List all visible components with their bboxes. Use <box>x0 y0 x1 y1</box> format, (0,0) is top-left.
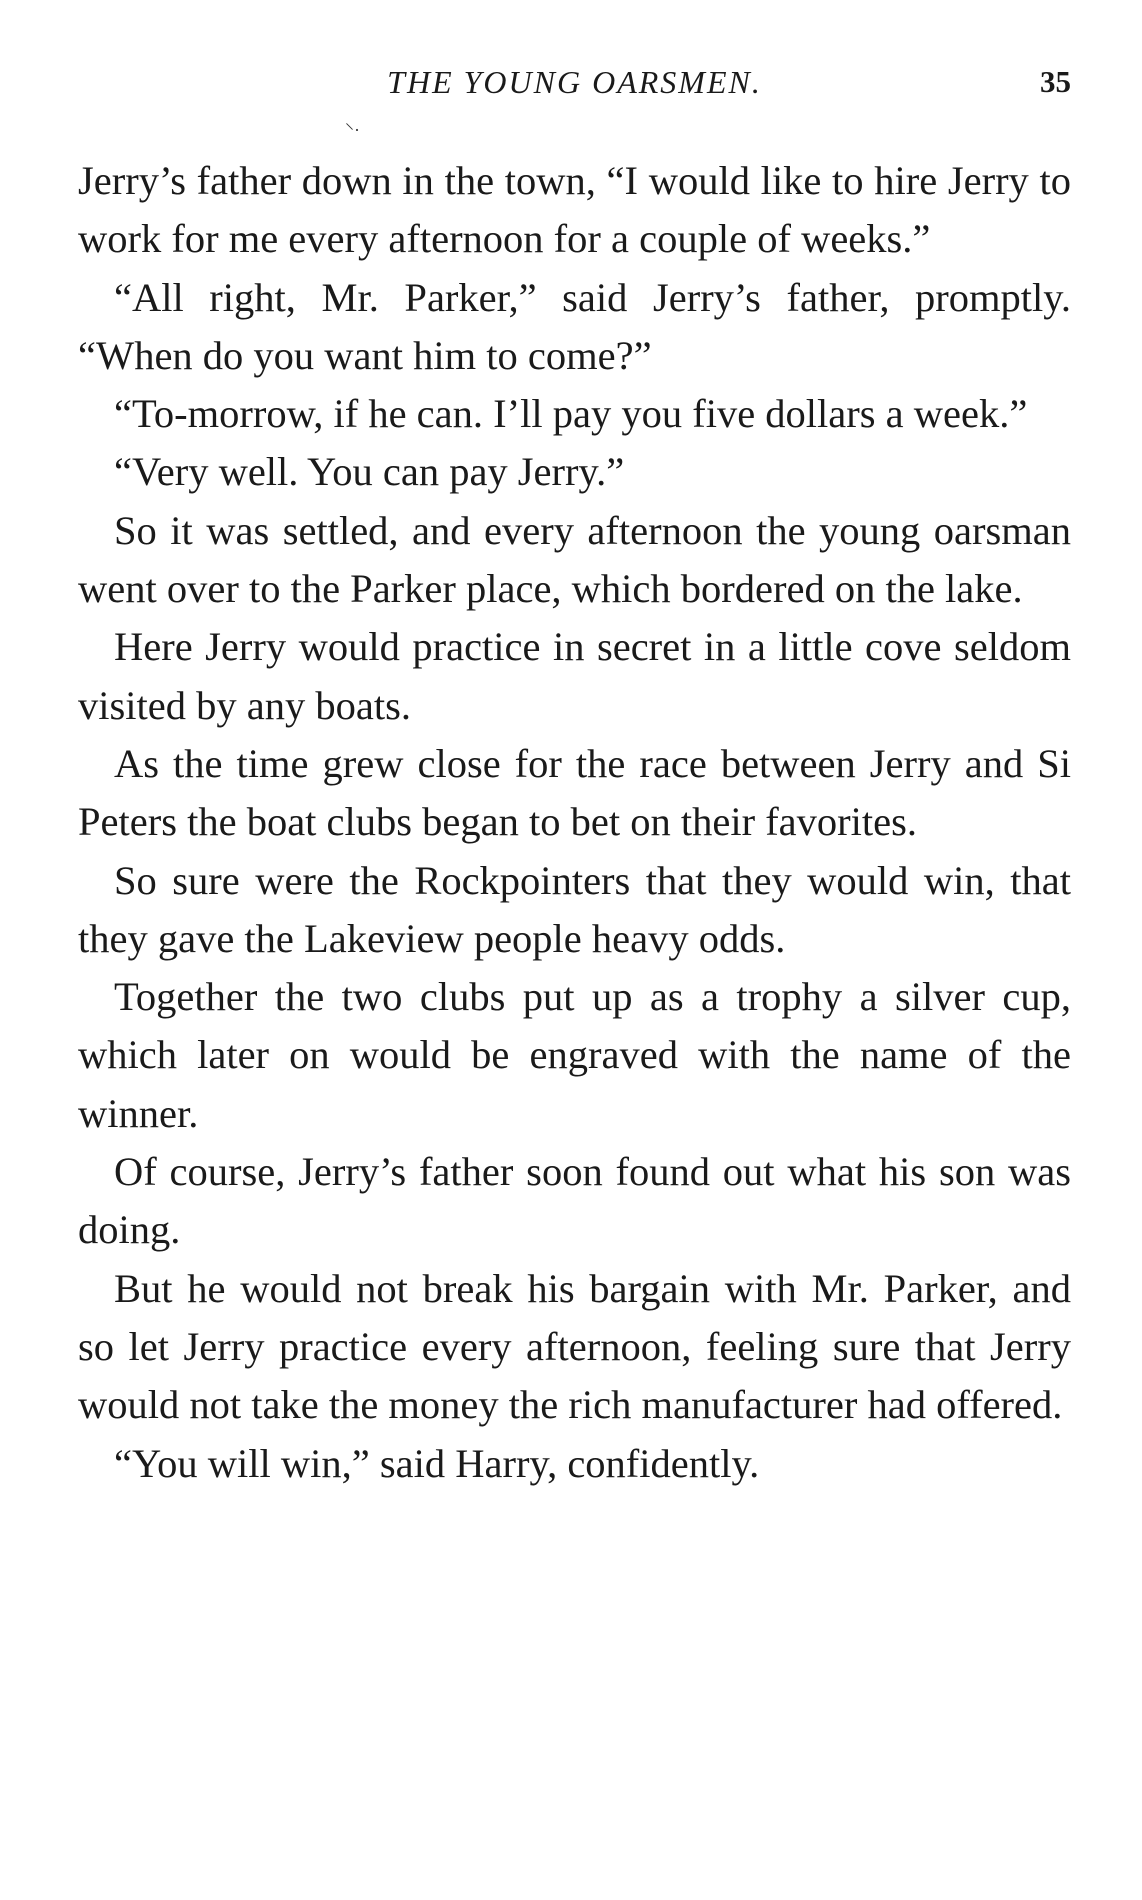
printer-mark: ⸌· <box>345 120 360 140</box>
paragraph: So it was settled, and every afternoon the young oarsman went over to the Parker place, which bordered on the lake. <box>78 507 1071 612</box>
body-text <box>78 152 1071 1493</box>
paragraph: As the time grew close for the race between Jerry and Si Peters the boat clubs began to bet on their favorites. <box>78 740 1071 845</box>
paragraph: Jerry’s father down in the town, “I would like to hire Jerry to work for me every afternoon for a couple of weeks.” <box>78 158 1071 262</box>
paragraph: Here Jerry would practice in secret in a little cove seldom visited by any boats. <box>78 624 1071 728</box>
paragraph: “To-morrow, if he can. I’ll pay you five dollars a week.” <box>114 391 1028 437</box>
paragraph: So sure were the Rockpointers that they would win, that they gave the Lakeview people heavy odds. <box>78 857 1071 961</box>
paragraph: Of course, Jerry’s father soon found out what his son was doing. <box>78 1149 1071 1253</box>
running-title: THE YOUNG OARSMEN. <box>387 64 762 100</box>
page-number: 35 <box>1040 64 1071 99</box>
paragraph: “Very well. You can pay Jerry.” <box>114 449 625 495</box>
paragraph: “All right, Mr. Parker,” said Jerry’s father, promptly. “When do you want him to come?” <box>78 274 1071 378</box>
paragraph: But he would not break his bargain with Mr. Parker, and so let Jerry practice every afternoon, feeling sure that Jerry would not take the money the rich manufacturer had offered. <box>78 1265 1071 1428</box>
paragraph: Together the two clubs put up as a trophy a silver cup, which later on would be engraved with the name of the winner. <box>78 974 1071 1136</box>
page-header <box>78 64 1071 110</box>
paragraph: “You will win,” said Harry, confidently. <box>114 1440 760 1486</box>
